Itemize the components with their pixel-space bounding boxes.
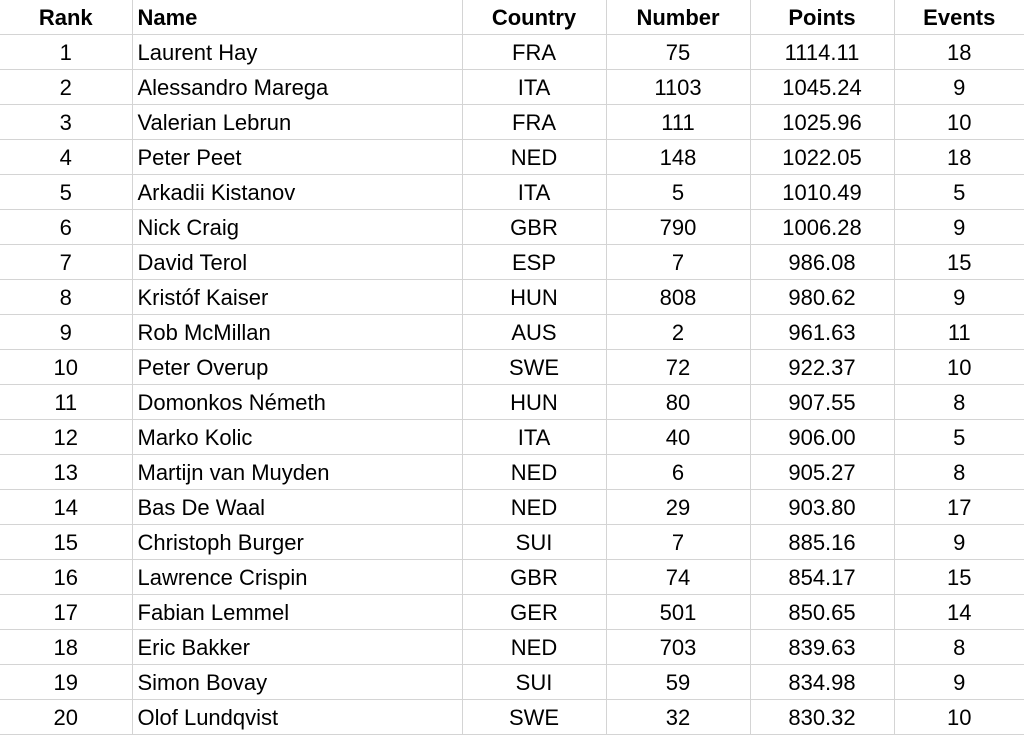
cell-rank: 18: [0, 630, 132, 665]
table-row: [0, 700, 1024, 735]
cell-number: 703: [606, 630, 750, 665]
cell-number: 72: [606, 350, 750, 385]
header-rank: Rank: [0, 0, 132, 35]
cell-name: Bas De Waal: [132, 490, 462, 525]
cell-rank: 16: [0, 560, 132, 595]
header-name: Name: [132, 0, 462, 35]
cell-points: 961.63: [750, 315, 894, 350]
cell-name: Martijn van Muyden: [132, 455, 462, 490]
cell-number: 74: [606, 560, 750, 595]
cell-rank: 17: [0, 595, 132, 630]
cell-rank: 12: [0, 420, 132, 455]
cell-events: 9: [894, 525, 1024, 560]
table-row: [0, 560, 1024, 595]
cell-name: Fabian Lemmel: [132, 595, 462, 630]
cell-events: 9: [894, 70, 1024, 105]
cell-events: 10: [894, 350, 1024, 385]
cell-name: Marko Kolic: [132, 420, 462, 455]
cell-points: 905.27: [750, 455, 894, 490]
cell-name: Laurent Hay: [132, 35, 462, 70]
cell-events: 10: [894, 700, 1024, 735]
cell-events: 14: [894, 595, 1024, 630]
cell-events: 10: [894, 105, 1024, 140]
cell-rank: 10: [0, 350, 132, 385]
cell-points: 1010.49: [750, 175, 894, 210]
cell-points: 922.37: [750, 350, 894, 385]
cell-points: 907.55: [750, 385, 894, 420]
cell-name: Peter Overup: [132, 350, 462, 385]
cell-points: 980.62: [750, 280, 894, 315]
cell-points: 1022.05: [750, 140, 894, 175]
cell-events: 17: [894, 490, 1024, 525]
cell-country: SWE: [462, 700, 606, 735]
table-row: [0, 105, 1024, 140]
table-row: [0, 455, 1024, 490]
cell-points: 834.98: [750, 665, 894, 700]
cell-rank: 3: [0, 105, 132, 140]
cell-name: David Terol: [132, 245, 462, 280]
cell-number: 7: [606, 525, 750, 560]
cell-events: 8: [894, 385, 1024, 420]
table-row: [0, 385, 1024, 420]
cell-points: 903.80: [750, 490, 894, 525]
cell-number: 111: [606, 105, 750, 140]
cell-name: Arkadii Kistanov: [132, 175, 462, 210]
cell-rank: 9: [0, 315, 132, 350]
table-row: [0, 350, 1024, 385]
cell-country: SUI: [462, 665, 606, 700]
cell-country: SWE: [462, 350, 606, 385]
cell-events: 18: [894, 140, 1024, 175]
cell-events: 9: [894, 665, 1024, 700]
cell-name: Simon Bovay: [132, 665, 462, 700]
cell-rank: 20: [0, 700, 132, 735]
table-row: [0, 665, 1024, 700]
cell-name: Valerian Lebrun: [132, 105, 462, 140]
table-row: [0, 490, 1024, 525]
cell-events: 9: [894, 280, 1024, 315]
cell-number: 790: [606, 210, 750, 245]
table-row: [0, 315, 1024, 350]
cell-country: FRA: [462, 35, 606, 70]
cell-country: FRA: [462, 105, 606, 140]
cell-number: 1103: [606, 70, 750, 105]
table-row: [0, 70, 1024, 105]
cell-rank: 15: [0, 525, 132, 560]
header-points: Points: [750, 0, 894, 35]
table-row: [0, 595, 1024, 630]
cell-rank: 5: [0, 175, 132, 210]
cell-country: NED: [462, 455, 606, 490]
cell-name: Domonkos Németh: [132, 385, 462, 420]
cell-number: 59: [606, 665, 750, 700]
cell-country: NED: [462, 490, 606, 525]
table-row: [0, 35, 1024, 70]
cell-points: 854.17: [750, 560, 894, 595]
cell-events: 11: [894, 315, 1024, 350]
cell-rank: 13: [0, 455, 132, 490]
cell-country: SUI: [462, 525, 606, 560]
cell-country: HUN: [462, 385, 606, 420]
cell-rank: 11: [0, 385, 132, 420]
table-row: [0, 280, 1024, 315]
cell-name: Alessandro Marega: [132, 70, 462, 105]
cell-country: AUS: [462, 315, 606, 350]
cell-number: 2: [606, 315, 750, 350]
cell-rank: 4: [0, 140, 132, 175]
table-row: [0, 420, 1024, 455]
cell-number: 148: [606, 140, 750, 175]
cell-events: 5: [894, 175, 1024, 210]
cell-points: 850.65: [750, 595, 894, 630]
table-row: [0, 245, 1024, 280]
cell-rank: 14: [0, 490, 132, 525]
cell-country: HUN: [462, 280, 606, 315]
cell-name: Olof Lundqvist: [132, 700, 462, 735]
cell-name: Kristóf Kaiser: [132, 280, 462, 315]
cell-number: 808: [606, 280, 750, 315]
cell-country: NED: [462, 630, 606, 665]
cell-events: 5: [894, 420, 1024, 455]
cell-events: 9: [894, 210, 1024, 245]
cell-points: 839.63: [750, 630, 894, 665]
cell-country: GBR: [462, 210, 606, 245]
cell-events: 8: [894, 455, 1024, 490]
cell-country: ITA: [462, 175, 606, 210]
cell-events: 15: [894, 245, 1024, 280]
header-row: [0, 0, 1024, 35]
cell-points: 986.08: [750, 245, 894, 280]
cell-number: 29: [606, 490, 750, 525]
header-events: Events: [894, 0, 1024, 35]
cell-number: 5: [606, 175, 750, 210]
cell-country: GBR: [462, 560, 606, 595]
cell-name: Lawrence Crispin: [132, 560, 462, 595]
cell-name: Peter Peet: [132, 140, 462, 175]
cell-rank: 19: [0, 665, 132, 700]
cell-number: 501: [606, 595, 750, 630]
cell-rank: 1: [0, 35, 132, 70]
cell-rank: 7: [0, 245, 132, 280]
cell-number: 6: [606, 455, 750, 490]
table-row: [0, 210, 1024, 245]
cell-name: Eric Bakker: [132, 630, 462, 665]
cell-number: 7: [606, 245, 750, 280]
cell-number: 32: [606, 700, 750, 735]
cell-number: 75: [606, 35, 750, 70]
cell-events: 15: [894, 560, 1024, 595]
cell-points: 1006.28: [750, 210, 894, 245]
cell-country: NED: [462, 140, 606, 175]
cell-events: 18: [894, 35, 1024, 70]
cell-country: ESP: [462, 245, 606, 280]
header-number: Number: [606, 0, 750, 35]
cell-number: 40: [606, 420, 750, 455]
cell-events: 8: [894, 630, 1024, 665]
cell-points: 1045.24: [750, 70, 894, 105]
cell-number: 80: [606, 385, 750, 420]
cell-country: ITA: [462, 420, 606, 455]
cell-points: 885.16: [750, 525, 894, 560]
cell-points: 1025.96: [750, 105, 894, 140]
cell-rank: 2: [0, 70, 132, 105]
table-row: [0, 525, 1024, 560]
cell-name: Nick Craig: [132, 210, 462, 245]
table-row: [0, 630, 1024, 665]
cell-points: 1114.11: [750, 35, 894, 70]
cell-rank: 8: [0, 280, 132, 315]
cell-rank: 6: [0, 210, 132, 245]
header-country: Country: [462, 0, 606, 35]
cell-name: Christoph Burger: [132, 525, 462, 560]
cell-name: Rob McMillan: [132, 315, 462, 350]
table-body: [0, 35, 1024, 735]
cell-points: 830.32: [750, 700, 894, 735]
cell-country: ITA: [462, 70, 606, 105]
cell-country: GER: [462, 595, 606, 630]
cell-points: 906.00: [750, 420, 894, 455]
table-row: [0, 175, 1024, 210]
table-row: [0, 140, 1024, 175]
